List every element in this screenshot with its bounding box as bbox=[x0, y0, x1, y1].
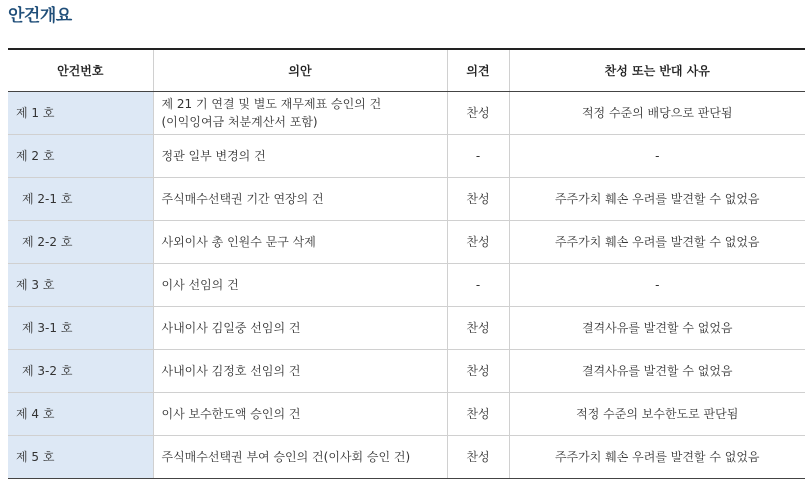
header-opinion: 의견 bbox=[447, 49, 509, 92]
agenda-opinion: 찬성 bbox=[447, 393, 509, 436]
table-row bbox=[8, 436, 805, 479]
table-row bbox=[8, 393, 805, 436]
header-agenda: 의안 bbox=[153, 49, 447, 92]
agenda-opinion: 찬성 bbox=[447, 436, 509, 479]
table-row bbox=[8, 221, 805, 264]
agenda-number: 제 5 호 bbox=[8, 436, 153, 479]
agenda-title: 주식매수선택권 부여 승인의 건(이사회 승인 건) bbox=[153, 436, 447, 479]
agenda-reason: 적정 수준의 배당으로 판단됨 bbox=[509, 92, 805, 135]
table-row bbox=[8, 307, 805, 350]
agenda-number: 제 2-1 호 bbox=[8, 178, 153, 221]
agenda-title bbox=[153, 92, 447, 135]
agenda-number: 제 3-2 호 bbox=[8, 350, 153, 393]
agenda-reason: 주주가치 훼손 우려를 발견할 수 없었음 bbox=[509, 221, 805, 264]
agenda-number: 제 3-1 호 bbox=[8, 307, 153, 350]
agenda-opinion: - bbox=[447, 264, 509, 307]
agenda-reason: 주주가치 훼손 우려를 발견할 수 없었음 bbox=[509, 178, 805, 221]
agenda-number: 제 2 호 bbox=[8, 135, 153, 178]
agenda-title: 이사 선임의 건 bbox=[153, 264, 447, 307]
agenda-title-line1: 제 21 기 연결 및 별도 재무제표 승인의 건 bbox=[161, 97, 382, 111]
table-row bbox=[8, 264, 805, 307]
agenda-number: 제 2-2 호 bbox=[8, 221, 153, 264]
agenda-reason: 결격사유를 발견할 수 없었음 bbox=[509, 350, 805, 393]
agenda-reason: 결격사유를 발견할 수 없었음 bbox=[509, 307, 805, 350]
header-reason: 찬성 또는 반대 사유 bbox=[509, 49, 805, 92]
agenda-opinion: 찬성 bbox=[447, 221, 509, 264]
agenda-table bbox=[8, 48, 805, 479]
agenda-title: 사내이사 김정호 선임의 건 bbox=[153, 350, 447, 393]
agenda-title: 사외이사 총 인원수 문구 삭제 bbox=[153, 221, 447, 264]
agenda-title: 주식매수선택권 기간 연장의 건 bbox=[153, 178, 447, 221]
agenda-title: 사내이사 김일중 선임의 건 bbox=[153, 307, 447, 350]
agenda-number: 제 4 호 bbox=[8, 393, 153, 436]
agenda-title-line2: (이익잉여금 처분계산서 포함) bbox=[161, 115, 318, 129]
agenda-opinion: 찬성 bbox=[447, 350, 509, 393]
agenda-title: 이사 보수한도액 승인의 건 bbox=[153, 393, 447, 436]
table-row bbox=[8, 350, 805, 393]
agenda-reason: - bbox=[509, 135, 805, 178]
agenda-opinion: - bbox=[447, 135, 509, 178]
agenda-opinion: 찬성 bbox=[447, 92, 509, 135]
section-title: 안건개요 bbox=[8, 6, 72, 26]
agenda-reason: 주주가치 훼손 우려를 발견할 수 없었음 bbox=[509, 436, 805, 479]
agenda-number: 제 3 호 bbox=[8, 264, 153, 307]
agenda-reason: 적정 수준의 보수한도로 판단됨 bbox=[509, 393, 805, 436]
agenda-title: 정관 일부 변경의 건 bbox=[153, 135, 447, 178]
agenda-reason: - bbox=[509, 264, 805, 307]
table-row bbox=[8, 92, 805, 135]
table-row bbox=[8, 178, 805, 221]
agenda-opinion: 찬성 bbox=[447, 307, 509, 350]
agenda-opinion: 찬성 bbox=[447, 178, 509, 221]
table-row bbox=[8, 135, 805, 178]
agenda-number: 제 1 호 bbox=[8, 92, 153, 135]
header-agenda-no: 안건번호 bbox=[8, 49, 153, 92]
table-header-row bbox=[8, 49, 805, 92]
